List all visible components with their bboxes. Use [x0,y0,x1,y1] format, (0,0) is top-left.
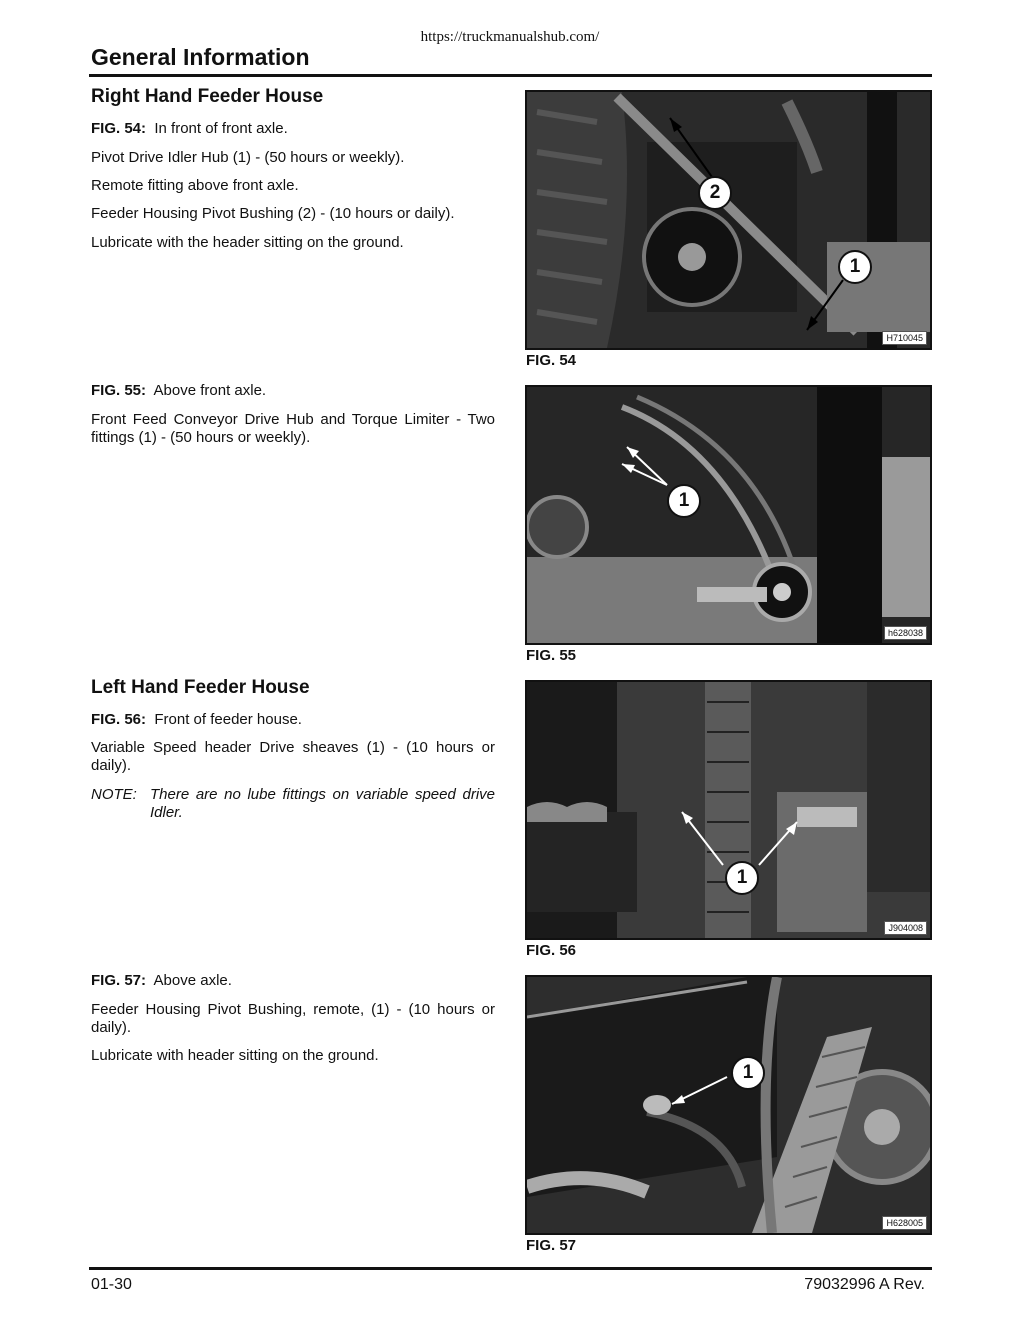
fig56-ref-label: FIG. 56: [91,711,147,728]
fig56-ref-text: Front of feeder house. [154,711,302,728]
fig55-reference [91,382,495,400]
fig57-line-1: Feeder Housing Pivot Bushing, remote, (1) - (10 hours or daily). [91,1001,495,1036]
footer-rule [89,1267,932,1270]
fig54-caption: FIG. 54 [526,352,577,369]
source-url: https://truckmanualshub.com/ [420,29,600,45]
fig56-caption: FIG. 56 [526,942,577,959]
fig56-illustration [527,682,930,938]
fig57-ref-label: FIG. 57: [91,972,147,989]
header-rule [89,74,932,77]
fig57-callout-1: 1 [731,1056,765,1090]
fig56-photo [525,680,932,940]
fig54-callout-1: 1 [838,250,872,284]
fig57-photo-id: H628005 [882,1216,927,1230]
fig54-line-2: Remote fitting above front axle. [91,177,299,194]
fig55-photo-id: h628038 [884,626,927,640]
fig57-reference [91,972,495,990]
fig54-line-1: Pivot Drive Idler Hub (1) - (50 hours or weekly). [91,149,405,166]
page-title: General Information [91,44,310,70]
fig57-photo [525,975,932,1235]
fig54-photo-id: H710045 [882,331,927,345]
page-number: 01-30 [91,1276,132,1293]
document-number: 79032996 A Rev. [804,1276,925,1293]
fig57-illustration [527,977,930,1233]
fig54-ref-text: In front of front axle. [154,120,288,137]
fig55-photo [525,385,932,645]
fig57-ref-text: Above axle. [153,972,232,989]
note-text: There are no lube fittings on variable speed drive Idler. [150,786,495,821]
fig56-callout-1: 1 [725,861,759,895]
section-title-right-hand: Right Hand Feeder House [91,86,324,107]
fig56-note [91,786,495,822]
fig55-ref-label: FIG. 55: [91,382,147,399]
fig54-line-4: Lubricate with the header sitting on the ground. [91,234,404,251]
fig57-line-2: Lubricate with header sitting on the ground. [91,1047,379,1064]
fig54-ref-label: FIG. 54: [91,120,147,137]
fig55-caption: FIG. 55 [526,647,577,664]
fig54-reference [91,120,495,138]
fig54-photo [525,90,932,350]
fig56-reference [91,711,495,729]
fig54-callout-2: 2 [698,176,732,210]
fig54-illustration [527,92,930,348]
fig56-line-1: Variable Speed header Drive sheaves (1) - (10 hours or daily). [91,739,495,774]
fig57-caption: FIG. 57 [526,1237,577,1254]
fig55-callout-1: 1 [667,484,701,518]
section-title-left-hand: Left Hand Feeder House [91,677,310,698]
note-label: NOTE: [91,786,137,803]
fig55-ref-text: Above front axle. [153,382,267,399]
fig55-illustration [527,387,930,643]
fig54-line-3: Feeder Housing Pivot Bushing (2) - (10 hours or daily). [91,205,455,222]
fig55-line-1: Front Feed Conveyor Drive Hub and Torque Limiter - Two fittings (1) - (50 hours or weekly). [91,411,495,446]
fig56-photo-id: J904008 [884,921,927,935]
